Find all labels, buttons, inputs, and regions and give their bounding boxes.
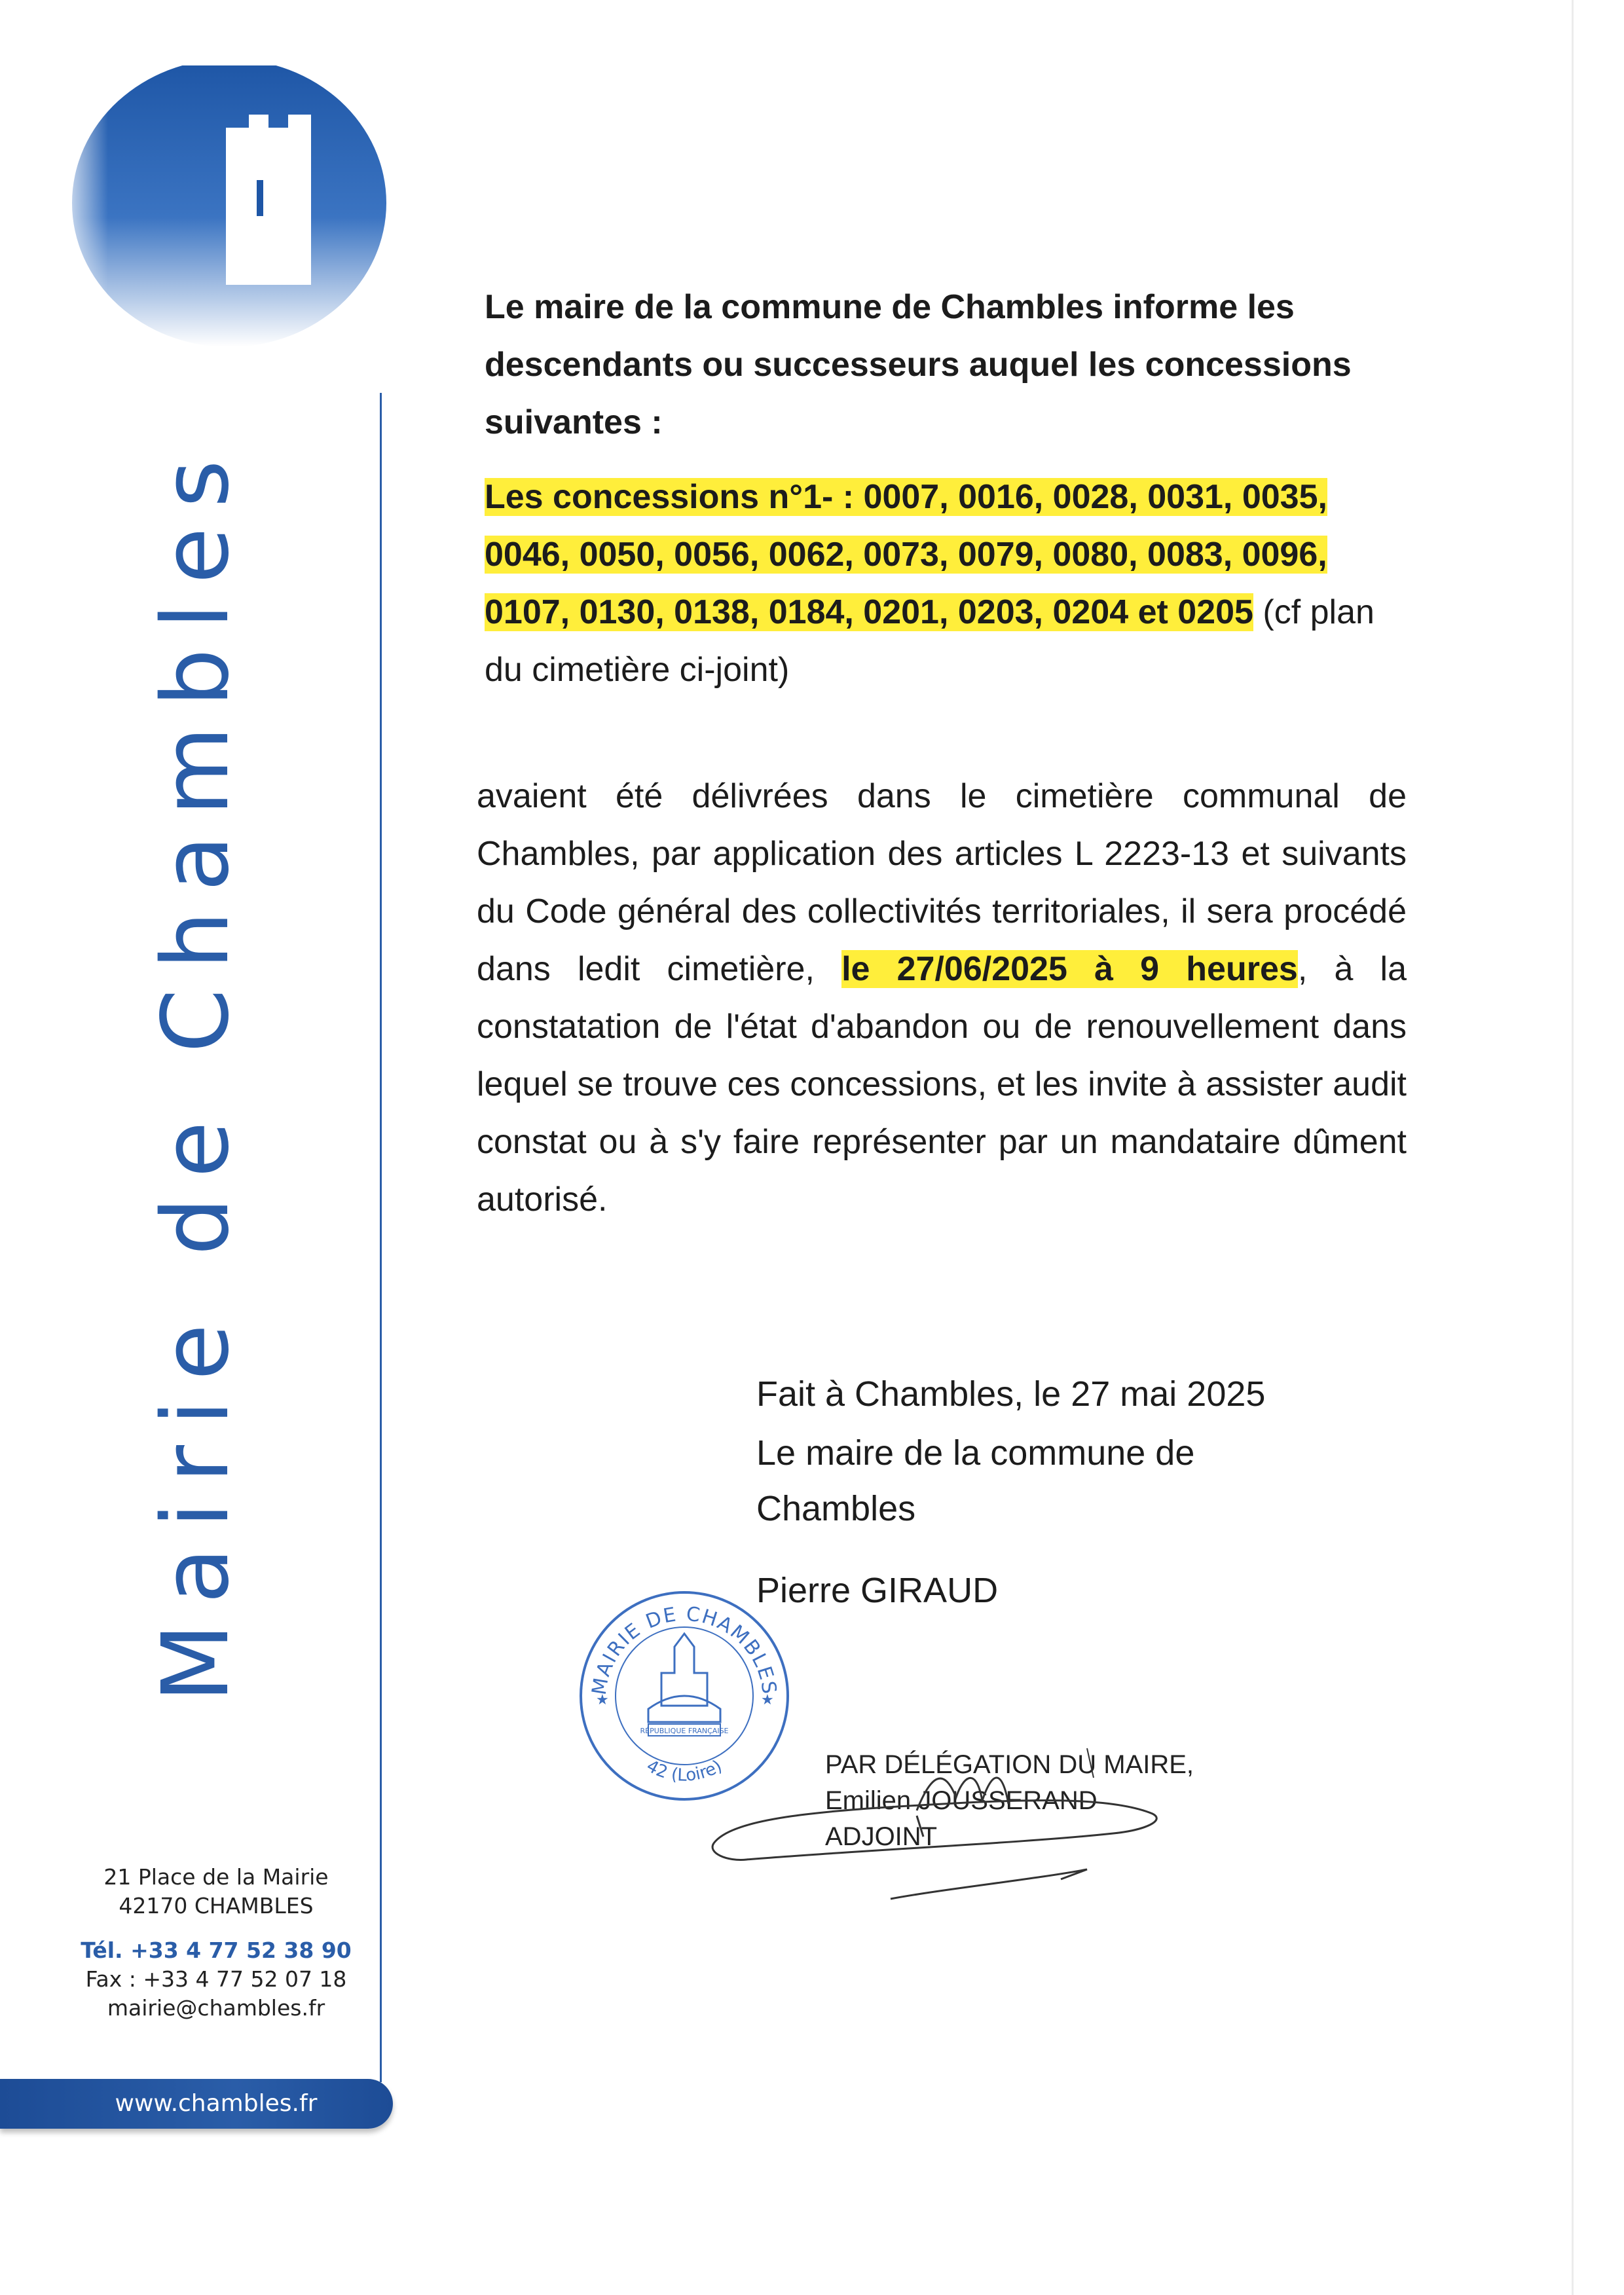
svg-text:MAIRIE DE CHAMBLES: MAIRIE DE CHAMBLES — [587, 1602, 781, 1697]
website-link[interactable]: www.chambles.fr — [115, 2090, 318, 2117]
delegation-title: PAR DÉLÉGATION DU MAIRE, — [825, 1750, 1194, 1779]
svg-text:★: ★ — [761, 1692, 774, 1708]
svg-text:42 (Loire): 42 (Loire) — [643, 1756, 726, 1786]
svg-text:RÉPUBLIQUE FRANÇAISE: RÉPUBLIQUE FRANÇAISE — [640, 1727, 729, 1735]
notice-date: le 27/06/2025 à 9 heures — [841, 950, 1298, 988]
page-edge — [1572, 0, 1574, 2295]
signatory-role: Le maire de la commune de — [756, 1433, 1195, 1473]
concessions-note: (cf plan du cimetière ci-joint) — [485, 593, 1375, 689]
place-date: Fait à Chambles, le 27 mai 2025 — [756, 1374, 1266, 1414]
delegate-role: ADJOINT — [825, 1822, 938, 1851]
address-block — [65, 1863, 367, 2023]
svg-text:★: ★ — [596, 1692, 609, 1708]
concessions-paragraph — [485, 468, 1408, 699]
notice-paragraph — [477, 767, 1407, 1228]
notice-text: , à la constatation de l'état d'abandon ou de renouvellement dans lequel se trouve ces concessions, et les invite à assister audit constat ou à s'y faire représenter par un mandataire dûment autorisé. — [477, 950, 1407, 1219]
notice-text: avaient été délivrées dans le cimetière communal de Chambles, par application des articles L 2223-13 et suivants du Code général des collectivités territoriales, il sera procédé dans ledit cimetière, — [477, 777, 1407, 988]
concessions-list: Les concessions n°1- : 0007, 0016, 0028, 0031, 0035, 0046, 0050, 0056, 0062, 0073, 0079, 0080, 0083, 0096, 0107, 0130, 0138, 0184, 0201, 0203, 0204 et 0205 — [485, 478, 1327, 631]
handwritten-signature — [694, 1738, 1166, 1915]
email-address: mairie@chambles.fr — [107, 1995, 325, 2021]
address-line: 42170 CHAMBLES — [119, 1893, 314, 1919]
phone-number: Tél. +33 4 77 52 38 90 — [81, 1937, 352, 1963]
delegate-name: Emilien JOUSSERAND — [825, 1786, 1098, 1815]
signatory-role: Chambles — [756, 1489, 916, 1528]
fax-number: Fax : +33 4 77 52 07 18 — [85, 1966, 347, 1992]
intro-paragraph: Le maire de la commune de Chambles informe les descendants ou successeurs auquel les concessions suivantes : — [485, 288, 1352, 441]
signatory-name: Pierre GIRAUD — [756, 1571, 999, 1610]
address-line: 21 Place de la Mairie — [103, 1864, 329, 1890]
tower-logo — [62, 65, 396, 354]
sidebar-divider — [380, 393, 382, 2082]
